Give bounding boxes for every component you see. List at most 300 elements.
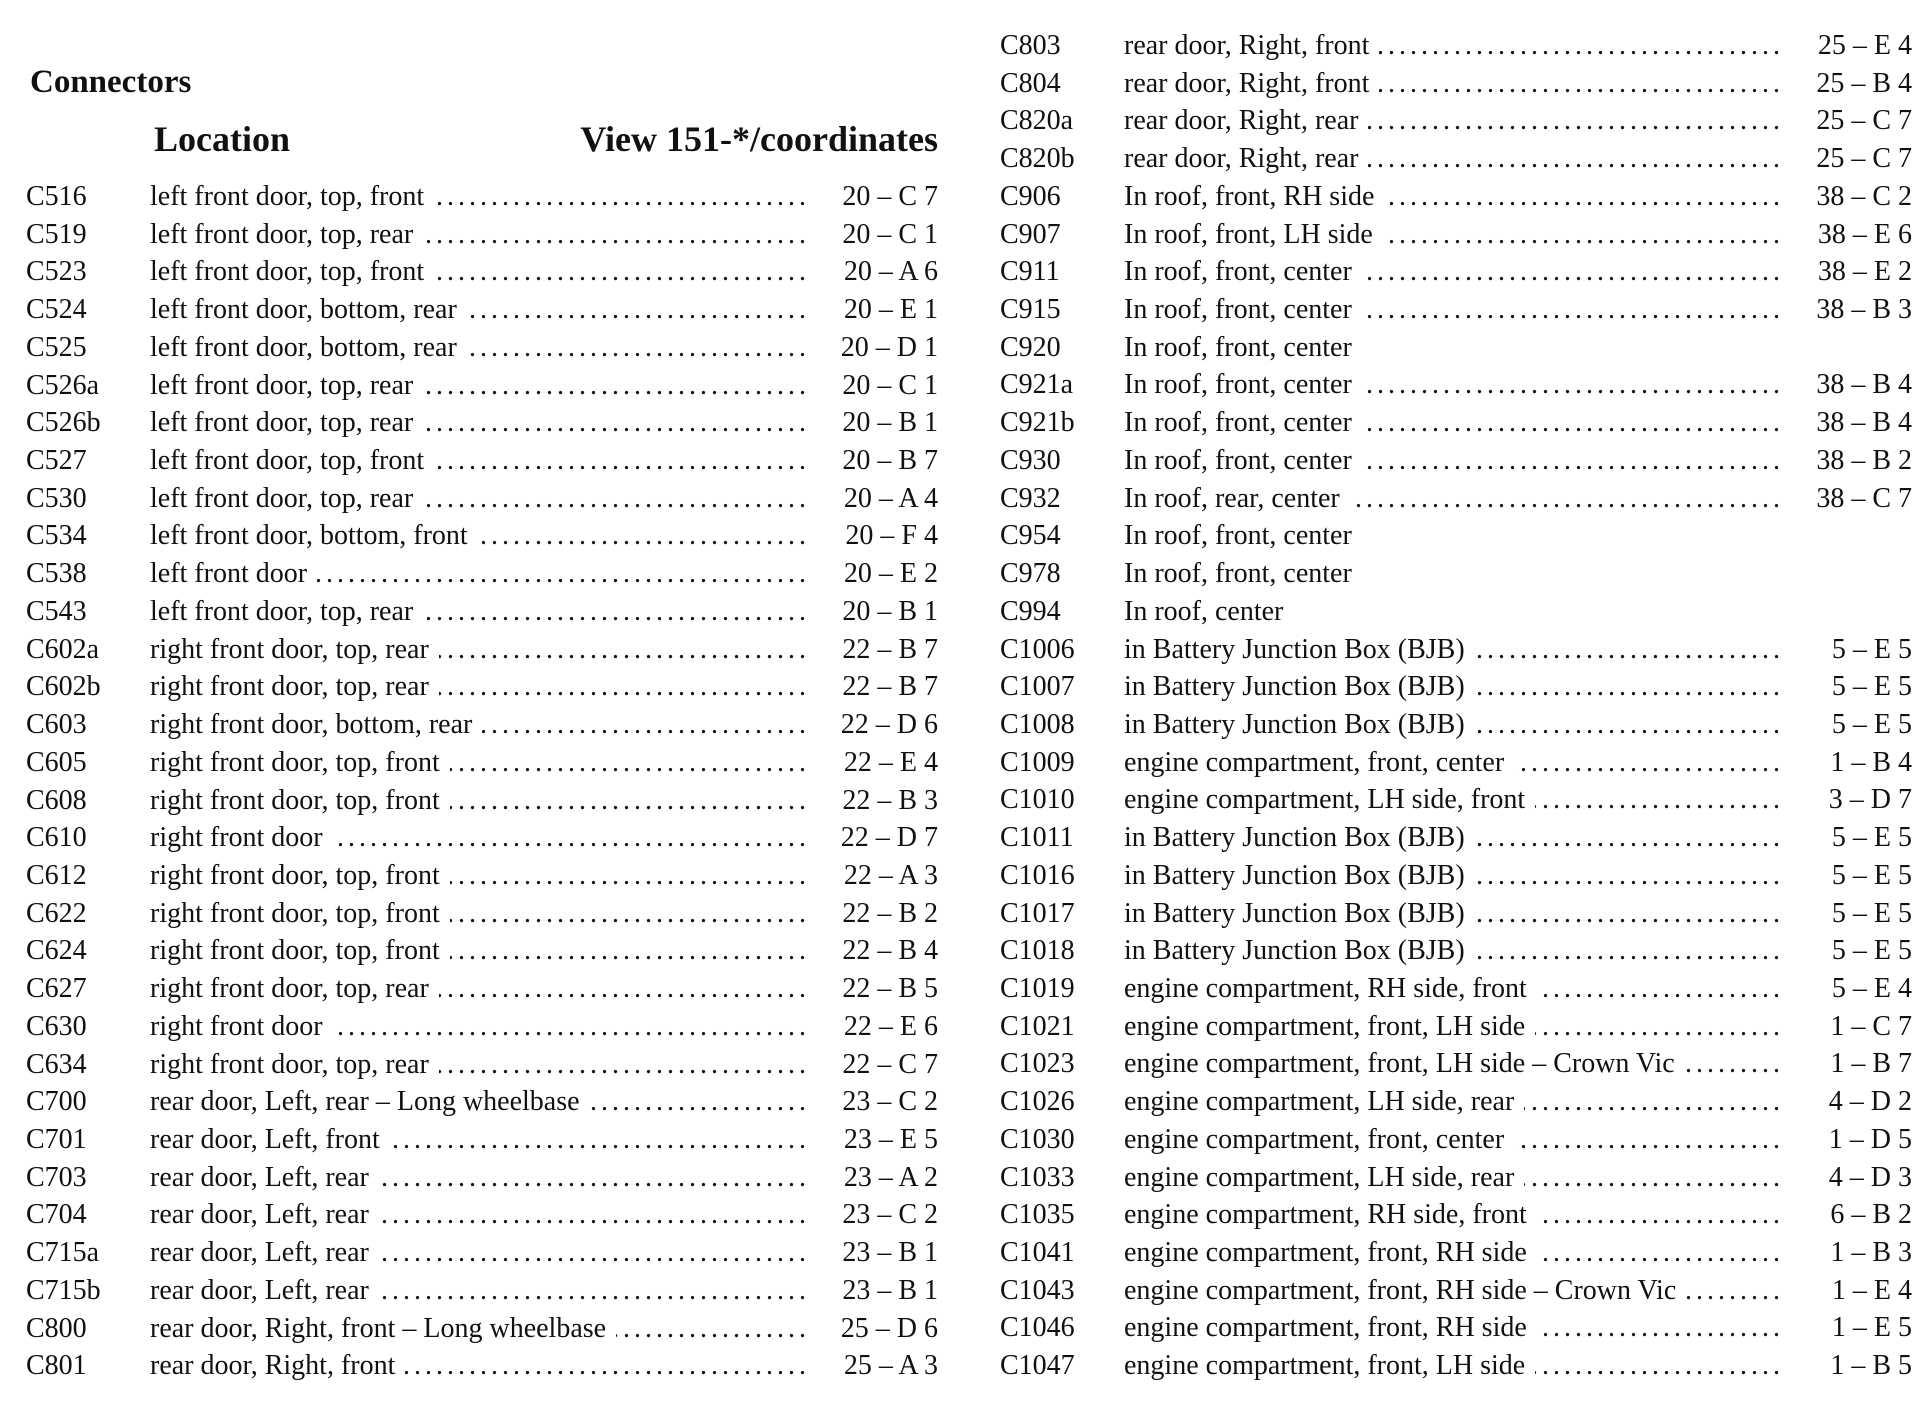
connector-row: [26, 181, 938, 219]
connector-row: [1000, 483, 1912, 521]
connector-location-text: rear door, Left, front: [150, 1124, 390, 1155]
connector-coordinates: 38 – B 4: [1816, 407, 1912, 439]
connector-location: [150, 709, 810, 741]
connector-row: [1000, 1086, 1912, 1124]
connector-coordinates: 22 – D 6: [840, 709, 938, 741]
connector-coordinates: 1 – E 4: [1831, 1274, 1912, 1306]
connector-row: [26, 1275, 938, 1313]
connector-id: C994: [1000, 595, 1061, 627]
connector-id: C526b: [26, 407, 101, 439]
connector-location: [150, 973, 810, 1005]
page-title: Connectors: [30, 64, 192, 100]
connector-location: [1124, 558, 1784, 590]
connector-coordinates: 38 – B 4: [1816, 369, 1912, 401]
connector-id: C524: [26, 294, 87, 326]
connector-id: C1023: [1000, 1048, 1075, 1080]
connector-coordinates: 22 – B 5: [842, 973, 938, 1005]
connector-coordinates: 25 – D 6: [840, 1312, 938, 1344]
connector-row: [1000, 332, 1912, 370]
connector-coordinates: 5 – E 5: [1831, 935, 1912, 967]
connector-location-text: in Battery Junction Box (BJB): [1124, 671, 1475, 702]
connector-coordinates: 20 – B 1: [842, 407, 938, 439]
connector-coordinates: 20 – A 4: [843, 482, 938, 514]
connector-location-text: engine compartment, front, RH side – Crown Vic: [1124, 1275, 1686, 1306]
connector-coordinates: 1 – D 5: [1828, 1123, 1912, 1155]
connector-coordinates: 20 – C 1: [842, 369, 938, 401]
connector-location-text: right front door, top, rear: [150, 1049, 439, 1080]
connector-coordinates: 22 – B 4: [842, 935, 938, 967]
connector-location-text: rear door, Right, front: [1124, 68, 1379, 99]
connector-coordinates: 23 – C 2: [842, 1086, 938, 1118]
connector-location: [1124, 1275, 1784, 1307]
connector-row: [1000, 30, 1912, 68]
connector-id: C605: [26, 746, 87, 778]
connector-id: C634: [26, 1048, 87, 1080]
connector-location: [1124, 1237, 1784, 1269]
connector-coordinates: 22 – B 7: [842, 671, 938, 703]
connector-coordinates: 20 – C 1: [842, 218, 938, 250]
connector-id: C954: [1000, 520, 1061, 552]
connector-coordinates: 22 – E 6: [843, 1010, 938, 1042]
connector-row: [1000, 1048, 1912, 1086]
connector-id: C920: [1000, 331, 1061, 363]
connector-row: [1000, 860, 1912, 898]
connector-row: [26, 520, 938, 558]
connector-location-text: engine compartment, LH side, rear: [1124, 1162, 1524, 1193]
connector-id: C1021: [1000, 1010, 1075, 1042]
connector-location: [1124, 105, 1784, 137]
connector-id: C907: [1000, 218, 1061, 250]
connector-coordinates: 5 – E 5: [1831, 897, 1912, 929]
connector-id: C622: [26, 897, 87, 929]
connector-location-text: engine compartment, RH side, front: [1124, 1199, 1537, 1230]
connector-location: [150, 1275, 810, 1307]
connector-location-text: right front door, top, rear: [150, 671, 439, 702]
connector-location-text: In roof, center: [1124, 596, 1293, 627]
connector-row: [26, 1350, 938, 1388]
connector-coordinates: 38 – C 2: [1816, 180, 1912, 212]
connector-row: [26, 558, 938, 596]
connector-location: [1124, 747, 1784, 779]
connector-location-text: rear door, Left, rear: [150, 1199, 379, 1230]
connector-coordinates: 23 – B 1: [842, 1237, 938, 1269]
connector-location: [1124, 68, 1784, 100]
connector-location: [150, 1124, 810, 1156]
connector-location-text: engine compartment, RH side, front: [1124, 973, 1537, 1004]
connector-location: [1124, 1048, 1784, 1080]
connector-id: C703: [26, 1161, 87, 1193]
connector-location: [150, 1313, 810, 1345]
connector-coordinates: 20 – E 1: [843, 294, 938, 326]
connector-row: [1000, 596, 1912, 634]
connector-coordinates: 22 – E 4: [843, 746, 938, 778]
connector-location-text: rear door, Right, front: [1124, 30, 1379, 61]
connector-row: [1000, 709, 1912, 747]
connector-location-text: In roof, front, center: [1124, 369, 1362, 400]
connector-coordinates: 38 – C 7: [1816, 482, 1912, 514]
connector-row: [1000, 671, 1912, 709]
connector-location-text: in Battery Junction Box (BJB): [1124, 634, 1475, 665]
connector-row: [26, 1049, 938, 1087]
connector-coordinates: 23 – C 2: [842, 1199, 938, 1231]
connector-list-left: [26, 181, 938, 1388]
connector-row: [26, 332, 938, 370]
connector-row: [26, 1124, 938, 1162]
connector-id: C1018: [1000, 935, 1075, 967]
connector-id: C538: [26, 558, 87, 590]
connector-location-text: engine compartment, front, LH side: [1124, 1011, 1535, 1042]
connector-location-text: rear door, Right, rear: [1124, 105, 1368, 136]
connector-location-text: in Battery Junction Box (BJB): [1124, 935, 1475, 966]
connector-location-text: left front door, bottom, rear: [150, 294, 467, 325]
connector-row: [1000, 898, 1912, 936]
connector-location: [1124, 407, 1784, 439]
connector-coordinates: 25 – B 4: [1816, 67, 1912, 99]
connector-coordinates: 38 – E 6: [1817, 218, 1912, 250]
connector-location-text: In roof, front, center: [1124, 558, 1362, 589]
connector-coordinates: 5 – E 5: [1831, 859, 1912, 891]
connector-id: C1035: [1000, 1199, 1075, 1231]
connector-id: C915: [1000, 294, 1061, 326]
connector-location-text: right front door, top, front: [150, 747, 450, 778]
connector-id: C1007: [1000, 671, 1075, 703]
connector-id: C608: [26, 784, 87, 816]
connector-row: [1000, 822, 1912, 860]
connector-row: [26, 671, 938, 709]
connector-location: [150, 822, 810, 854]
connector-row: [26, 898, 938, 936]
connector-coordinates: 38 – B 3: [1816, 294, 1912, 326]
connector-row: [1000, 973, 1912, 1011]
connector-coordinates: 20 – E 2: [843, 558, 938, 590]
connector-id: C906: [1000, 180, 1061, 212]
connector-location: [150, 785, 810, 817]
connector-coordinates: 20 – F 4: [845, 520, 938, 552]
connector-location-text: left front door, top, rear: [150, 483, 423, 514]
connector-location-text: left front door: [150, 558, 317, 589]
connector-coordinates: 22 – D 7: [840, 822, 938, 854]
connector-row: [26, 445, 938, 483]
connector-coordinates: 5 – E 5: [1831, 822, 1912, 854]
connector-location: [150, 1011, 810, 1043]
connector-location-text: in Battery Junction Box (BJB): [1124, 709, 1475, 740]
connector-location-text: engine compartment, front, RH side: [1124, 1237, 1537, 1268]
connector-id: C715a: [26, 1237, 100, 1269]
connector-location-text: right front door, top, front: [150, 785, 450, 816]
connector-row: [26, 1086, 938, 1124]
connector-row: [1000, 68, 1912, 106]
connector-location: [1124, 1199, 1784, 1231]
connector-location-text: left front door, bottom, rear: [150, 332, 467, 363]
connector-location: [1124, 596, 1784, 628]
connector-coordinates: 20 – A 6: [843, 256, 938, 288]
connector-coordinates: 38 – E 2: [1817, 256, 1912, 288]
connector-coordinates: 23 – A 2: [843, 1161, 938, 1193]
connector-location: [1124, 1162, 1784, 1194]
connector-location-text: rear door, Left, rear: [150, 1237, 379, 1268]
connector-row: [1000, 1011, 1912, 1049]
connector-coordinates: 25 – E 4: [1817, 30, 1912, 61]
connector-location-text: left front door, top, rear: [150, 596, 423, 627]
connector-row: [1000, 256, 1912, 294]
connector-location: [150, 256, 810, 288]
connector-location: [1124, 332, 1784, 364]
connector-row: [1000, 181, 1912, 219]
connector-id: C921a: [1000, 369, 1074, 401]
connector-location: [150, 1350, 810, 1382]
connector-location-text: In roof, front, center: [1124, 256, 1362, 287]
connector-row: [1000, 747, 1912, 785]
connector-id: C1019: [1000, 972, 1075, 1004]
connector-location-text: right front door: [150, 1011, 333, 1042]
connector-row: [26, 935, 938, 973]
connector-location-text: right front door, top, front: [150, 935, 450, 966]
connector-row: [26, 407, 938, 445]
connector-location: [150, 1162, 810, 1194]
connector-row: [1000, 558, 1912, 596]
connector-location: [1124, 1124, 1784, 1156]
connector-location: [1124, 483, 1784, 515]
connector-id: C519: [26, 218, 87, 250]
connector-location-text: right front door, bottom, rear: [150, 709, 482, 740]
connector-row: [1000, 1124, 1912, 1162]
connector-location: [150, 520, 810, 552]
connector-location: [150, 747, 810, 779]
connector-coordinates: 22 – B 7: [842, 633, 938, 665]
connector-id: C610: [26, 822, 87, 854]
connector-location: [150, 407, 810, 439]
connector-id: C704: [26, 1199, 87, 1231]
connector-id: C603: [26, 709, 87, 741]
connector-location: [1124, 898, 1784, 930]
connector-row: [26, 219, 938, 257]
connector-location-text: In roof, front, LH side: [1124, 219, 1383, 250]
connector-location-text: In roof, front, center: [1124, 332, 1362, 363]
connector-location: [150, 1199, 810, 1231]
connector-coordinates: 5 – E 5: [1831, 708, 1912, 740]
connector-location: [150, 370, 810, 402]
connector-row: [26, 1199, 938, 1237]
connector-id: C715b: [26, 1274, 101, 1306]
connector-id: C1008: [1000, 708, 1075, 740]
connector-row: [1000, 634, 1912, 672]
connector-coordinates: 38 – B 2: [1816, 444, 1912, 476]
connector-location-text: In roof, front, center: [1124, 520, 1362, 551]
connector-location: [1124, 294, 1784, 326]
connector-row: [26, 709, 938, 747]
connector-location-text: left front door, top, front: [150, 181, 434, 212]
connector-id: C612: [26, 859, 87, 891]
connector-coordinates: 1 – C 7: [1830, 1010, 1912, 1042]
connector-location: [1124, 634, 1784, 666]
connector-id: C1033: [1000, 1161, 1075, 1193]
connector-row: [26, 634, 938, 672]
connector-location: [1124, 1011, 1784, 1043]
connector-id: C1009: [1000, 746, 1075, 778]
connector-location: [1124, 30, 1784, 62]
connector-location-text: engine compartment, front, RH side: [1124, 1312, 1537, 1343]
connector-id: C911: [1000, 256, 1060, 288]
connector-coordinates: 4 – D 2: [1828, 1086, 1912, 1118]
connector-location: [1124, 369, 1784, 401]
connector-row: [26, 860, 938, 898]
connector-row: [1000, 1162, 1912, 1200]
connector-location: [150, 596, 810, 628]
connector-location: [1124, 935, 1784, 967]
connector-row: [1000, 143, 1912, 181]
connector-row: [1000, 784, 1912, 822]
connector-row: [1000, 105, 1912, 143]
connector-id: C516: [26, 181, 87, 212]
connector-location: [150, 219, 810, 251]
connector-location: [1124, 181, 1784, 213]
connector-row: [26, 596, 938, 634]
connector-row: [1000, 445, 1912, 483]
connector-id: C630: [26, 1010, 87, 1042]
connector-id: C1047: [1000, 1350, 1075, 1382]
connector-location-text: rear door, Right, rear: [1124, 143, 1368, 174]
connector-location: [1124, 256, 1784, 288]
connector-id: C800: [26, 1312, 87, 1344]
connector-row: [26, 370, 938, 408]
connector-row: [1000, 1275, 1912, 1313]
connector-id: C701: [26, 1123, 87, 1155]
connector-id: C534: [26, 520, 87, 552]
connector-coordinates: 20 – C 7: [842, 181, 938, 212]
connector-coordinates: 5 – E 5: [1831, 633, 1912, 665]
connector-coordinates: 3 – D 7: [1828, 784, 1912, 816]
connector-location: [1124, 671, 1784, 703]
connector-row: [1000, 1199, 1912, 1237]
connector-id: C804: [1000, 67, 1061, 99]
connector-coordinates: 1 – E 5: [1831, 1312, 1912, 1344]
connector-row: [26, 294, 938, 332]
connector-location-text: In roof, rear, center: [1124, 483, 1350, 514]
connector-id: C978: [1000, 558, 1061, 590]
connector-location-text: engine compartment, front, LH side – Crown Vic: [1124, 1048, 1685, 1079]
connector-location: [150, 935, 810, 967]
connector-id: C543: [26, 595, 87, 627]
connector-location: [150, 860, 810, 892]
connector-location-text: engine compartment, LH side, rear: [1124, 1086, 1524, 1117]
connector-id: C1043: [1000, 1274, 1075, 1306]
connector-id: C820a: [1000, 105, 1074, 137]
connector-id: C700: [26, 1086, 87, 1118]
connector-id: C527: [26, 445, 87, 477]
connector-row: [1000, 1350, 1912, 1388]
connector-id: C921b: [1000, 407, 1075, 439]
connector-coordinates: 20 – B 7: [842, 445, 938, 477]
connector-id: C525: [26, 331, 87, 363]
connector-row: [26, 747, 938, 785]
connector-location-text: right front door, top, front: [150, 860, 450, 891]
connector-id: C1016: [1000, 859, 1075, 891]
connector-location-text: left front door, top, rear: [150, 219, 423, 250]
connector-location: [150, 1237, 810, 1269]
connector-row: [1000, 520, 1912, 558]
connector-id: C1010: [1000, 784, 1075, 816]
connector-row: [26, 785, 938, 823]
connector-location: [150, 445, 810, 477]
connector-coordinates: 1 – B 4: [1830, 746, 1912, 778]
connector-location-text: right front door, top, rear: [150, 973, 439, 1004]
connector-id: C932: [1000, 482, 1061, 514]
connector-id: C602a: [26, 633, 100, 665]
connector-location-text: rear door, Right, front – Long wheelbase: [150, 1313, 616, 1344]
connector-coordinates: 20 – B 1: [842, 595, 938, 627]
connector-location: [1124, 520, 1784, 552]
connector-location-text: In roof, front, RH side: [1124, 181, 1384, 212]
connector-location-text: left front door, top, rear: [150, 407, 423, 438]
connector-row: [1000, 294, 1912, 332]
connector-row: [26, 256, 938, 294]
connector-coordinates: 25 – C 7: [1816, 143, 1912, 175]
connector-coordinates: 1 – B 3: [1830, 1237, 1912, 1268]
connector-location-text: engine compartment, front, center: [1124, 747, 1514, 778]
connector-location-text: In roof, front, center: [1124, 407, 1362, 438]
connector-location: [1124, 1086, 1784, 1118]
connector-coordinates: 5 – E 4: [1831, 972, 1912, 1004]
connector-id: C1030: [1000, 1123, 1075, 1155]
connector-location: [1124, 973, 1784, 1005]
connector-location-text: engine compartment, LH side, front: [1124, 784, 1535, 815]
connector-id: C820b: [1000, 143, 1075, 175]
connector-location: [1124, 784, 1784, 816]
connector-id: C803: [1000, 30, 1061, 61]
connector-location: [1124, 822, 1784, 854]
connector-location: [150, 671, 810, 703]
connector-row: [1000, 369, 1912, 407]
connector-row: [1000, 1237, 1912, 1275]
connector-row: [1000, 1312, 1912, 1350]
connector-id: C602b: [26, 671, 101, 703]
connector-location: [150, 558, 810, 590]
connector-id: C1006: [1000, 633, 1075, 665]
connector-coordinates: 20 – D 1: [840, 331, 938, 363]
connector-coordinates: 6 – B 2: [1830, 1199, 1912, 1231]
connector-row: [26, 1011, 938, 1049]
connector-location: [150, 634, 810, 666]
connector-coordinates: 4 – D 3: [1828, 1161, 1912, 1193]
connector-location-text: in Battery Junction Box (BJB): [1124, 822, 1475, 853]
connector-location: [1124, 1350, 1784, 1382]
connector-id: C1011: [1000, 822, 1074, 854]
connector-location-text: in Battery Junction Box (BJB): [1124, 898, 1475, 929]
location-column-header: Location: [154, 119, 291, 159]
view-coordinates-column-header: View 151-*/coordinates: [580, 119, 938, 159]
connector-coordinates: 22 – B 3: [842, 784, 938, 816]
connector-row: [26, 1237, 938, 1275]
connector-location-text: in Battery Junction Box (BJB): [1124, 860, 1475, 891]
connector-location: [150, 294, 810, 326]
connector-location: [150, 483, 810, 515]
connector-location: [1124, 709, 1784, 741]
connector-row: [26, 1313, 938, 1351]
connector-location-text: left front door, top, rear: [150, 370, 423, 401]
connector-location: [150, 1086, 810, 1118]
connector-location-text: left front door, top, front: [150, 256, 434, 287]
connector-row: [26, 822, 938, 860]
connector-coordinates: 25 – A 3: [843, 1350, 938, 1382]
connector-location-text: rear door, Left, rear: [150, 1275, 379, 1306]
connector-id: C627: [26, 973, 87, 1005]
connector-coordinates: 22 – C 7: [842, 1048, 938, 1080]
connector-row: [1000, 407, 1912, 445]
connector-coordinates: 25 – C 7: [1816, 105, 1912, 137]
connector-row: [26, 973, 938, 1011]
connector-coordinates: 1 – B 7: [1830, 1048, 1912, 1080]
connector-location-text: right front door: [150, 822, 333, 853]
